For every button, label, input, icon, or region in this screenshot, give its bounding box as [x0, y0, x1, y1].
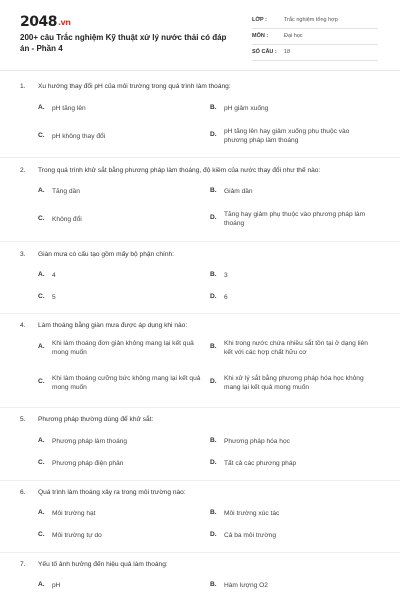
question-divider: [0, 157, 400, 158]
meta-value: Trắc nghiệm tổng hợp: [284, 17, 338, 23]
question-text: 1. Xu hướng thay đổi pH của môi trường trong quá trình làm thoáng:: [20, 83, 231, 90]
site-logo[interactable]: [20, 14, 70, 30]
meta-row-count: [252, 46, 378, 61]
meta-value: 18: [284, 49, 291, 55]
question-divider: [0, 313, 400, 314]
page-header: [0, 0, 400, 64]
meta-row-subject: [252, 30, 378, 45]
meta-value: Đại học: [284, 33, 303, 39]
question-text: 4. Làm thoáng bằng giàn mưa được áp dụng khi nào:: [20, 322, 188, 329]
question-text: 3. Giàn mưa có cấu tạo gồm mấy bộ phận chính:: [20, 251, 174, 258]
question-text: 6. Quá trình làm thoáng xảy ra trong môi trường nào:: [20, 489, 186, 496]
question-number: 3.: [20, 251, 26, 258]
question-divider: [0, 241, 400, 242]
meta-label: MÔN :: [252, 33, 269, 39]
header-divider: [0, 70, 400, 71]
question-text: 7. Yếu tố ảnh hưởng đến hiệu quả làm thoáng:: [20, 561, 168, 568]
document-title: 200+ câu Trắc nghiệm Kỹ thuật xử lý nước thải có đáp án - Phần 4: [20, 33, 227, 53]
question-number: 2.: [20, 167, 26, 174]
question-number: 1.: [20, 83, 26, 90]
logo-suffix: .vn: [57, 18, 71, 27]
question-number: 4.: [20, 322, 26, 329]
document-meta: [252, 14, 378, 62]
question-number: 6.: [20, 489, 26, 496]
meta-row-class: [252, 14, 378, 29]
question-divider: [0, 480, 400, 481]
question-divider: [0, 552, 400, 553]
logo-text: 2048: [20, 14, 57, 30]
meta-label: SỐ CÂU :: [252, 49, 277, 55]
question-number: 5.: [20, 416, 26, 423]
meta-label: LỚP :: [252, 17, 267, 23]
question-text: 5. Phương pháp thường dùng để khử sắt:: [20, 416, 154, 423]
question-text: 2. Trong quá trình khử sắt bằng phương pháp làm thoáng, độ kiềm của nước thay đổi như thế nào:: [20, 167, 321, 174]
question-divider: [0, 407, 400, 408]
question-number: 7.: [20, 561, 26, 568]
